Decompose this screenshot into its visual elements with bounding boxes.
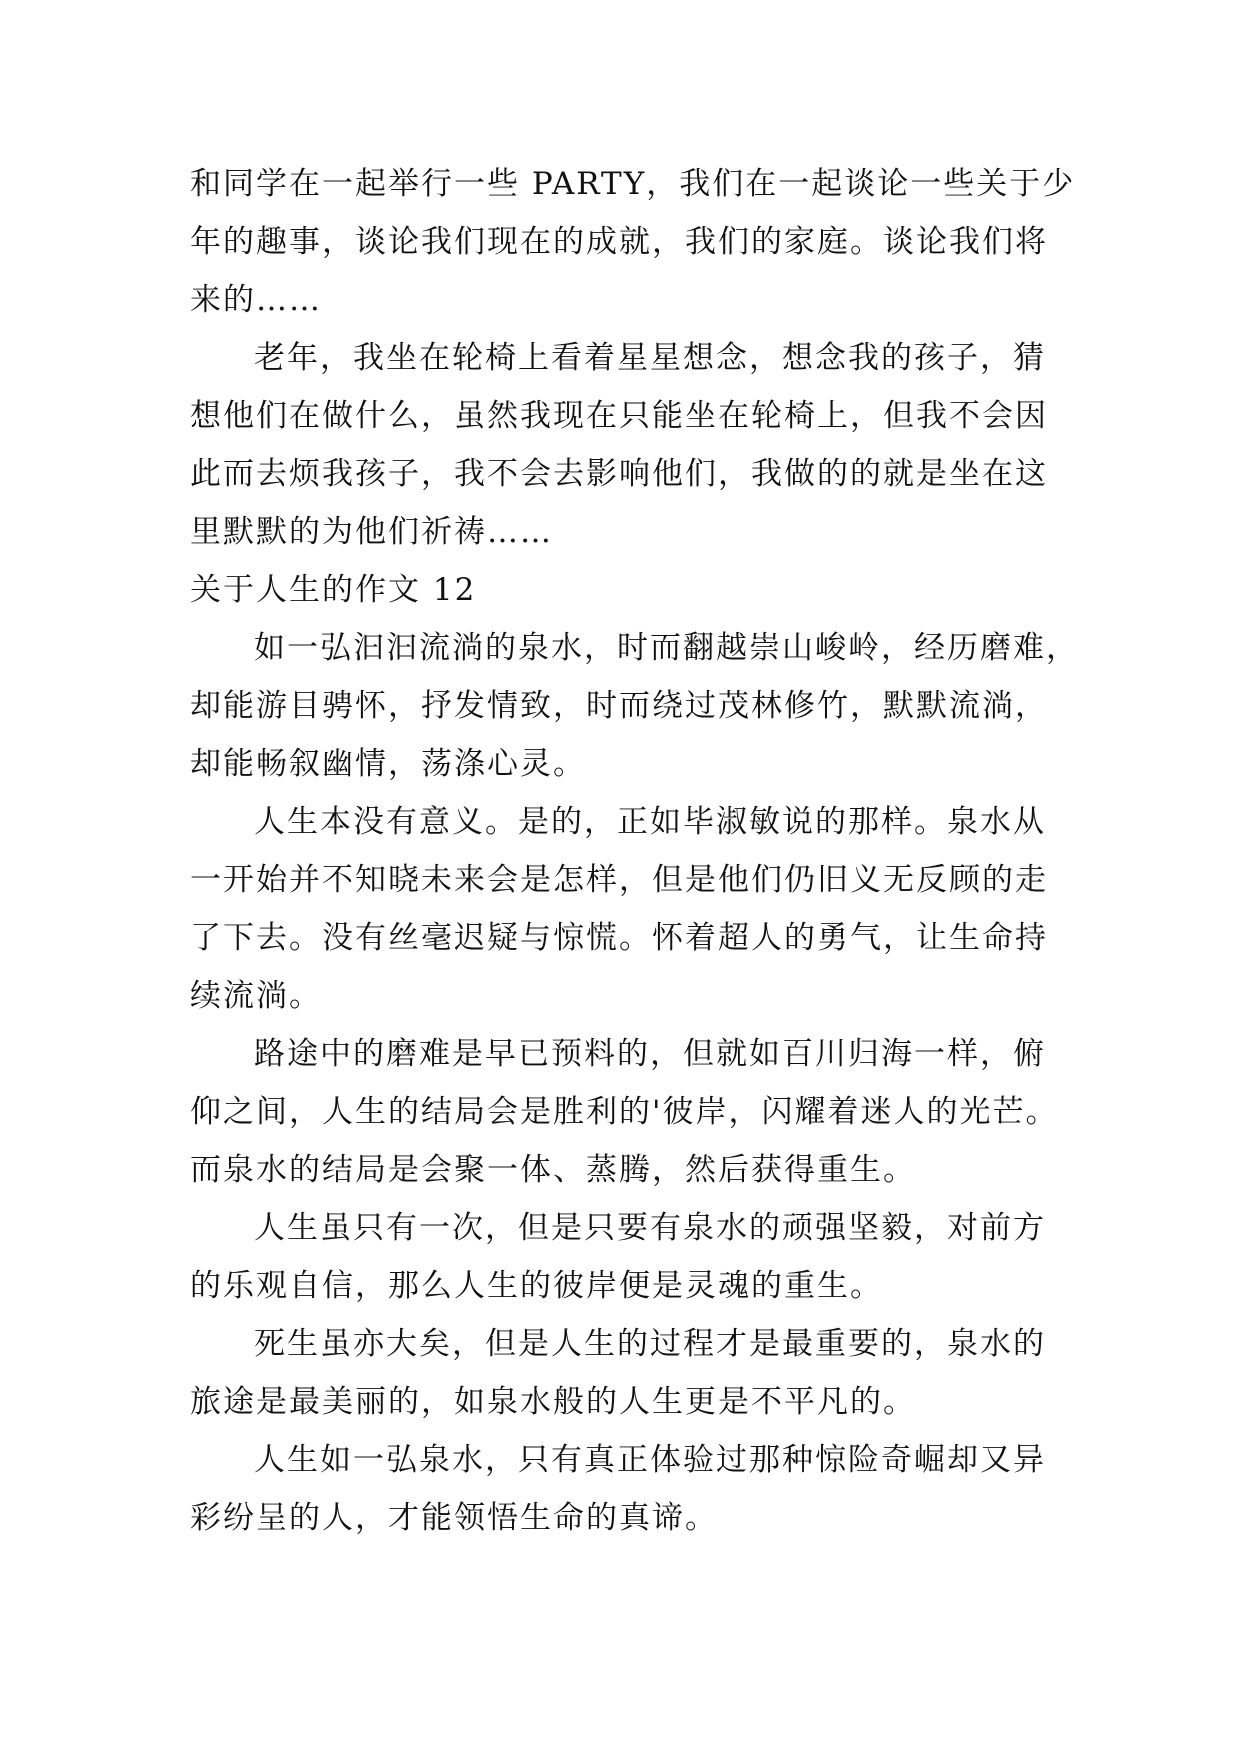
paragraph-first-line: 人生本没有意义。是的，正如毕淑敏说的那样。泉水从 — [254, 804, 1046, 840]
text-line: 想他们在做什么，虽然我现在只能坐在轮椅上，但我不会因 — [190, 398, 1048, 434]
paragraph-first-line: 人生虽只有一次，但是只要有泉水的顽强坚毅，对前方 — [254, 1210, 1046, 1246]
text-line: 旅途是最美丽的，如泉水般的人生更是不平凡的。 — [190, 1384, 916, 1420]
text-line: 的乐观自信，那么人生的彼岸便是灵魂的重生。 — [190, 1268, 883, 1304]
text-line: 此而去烦我孩子，我不会去影响他们，我做的的就是坐在这 — [190, 456, 1048, 492]
text-line: 一开始并不知晓未来会是怎样，但是他们仍旧义无反顾的走 — [190, 862, 1048, 898]
text-line: 仰之间，人生的结局会是胜利的'彼岸，闪耀着迷人的光芒。 — [190, 1094, 1059, 1130]
paragraph-first-line: 死生虽亦大矣，但是人生的过程才是最重要的，泉水的 — [254, 1326, 1046, 1362]
text-line: 了下去。没有丝毫迟疑与惊慌。怀着超人的勇气，让生命持 — [190, 920, 1048, 956]
paragraph-first-line: 老年，我坐在轮椅上看着星星想念，想念我的孩子，猜 — [254, 340, 1046, 376]
section-heading: 关于人生的作文 12 — [190, 572, 477, 608]
text-line: 却能畅叙幽情，荡涤心灵。 — [190, 746, 586, 782]
text-line: 而泉水的结局是会聚一体、蒸腾，然后获得重生。 — [190, 1152, 916, 1188]
text-line: 和同学在一起举行一些 PARTY，我们在一起谈论一些关于少 — [190, 166, 1076, 202]
text-line: 里默默的为他们祈祷…… — [190, 514, 553, 550]
paragraph-first-line: 如一弘汩汩流淌的泉水，时而翻越崇山峻岭，经历磨难， — [254, 630, 1079, 666]
text-line: 续流淌。 — [190, 978, 322, 1014]
text-line: 却能游目骋怀，抒发情致，时而绕过茂林修竹，默默流淌， — [190, 688, 1048, 724]
text-line: 彩纷呈的人，才能领悟生命的真谛。 — [190, 1500, 718, 1536]
paragraph-first-line: 人生如一弘泉水，只有真正体验过那种惊险奇崛却又异 — [254, 1442, 1046, 1478]
text-line: 来的…… — [190, 282, 322, 318]
paragraph-first-line: 路途中的磨难是早已预料的，但就如百川归海一样，俯 — [254, 1036, 1046, 1072]
text-line: 年的趣事，谈论我们现在的成就，我们的家庭。谈论我们将 — [190, 224, 1048, 260]
